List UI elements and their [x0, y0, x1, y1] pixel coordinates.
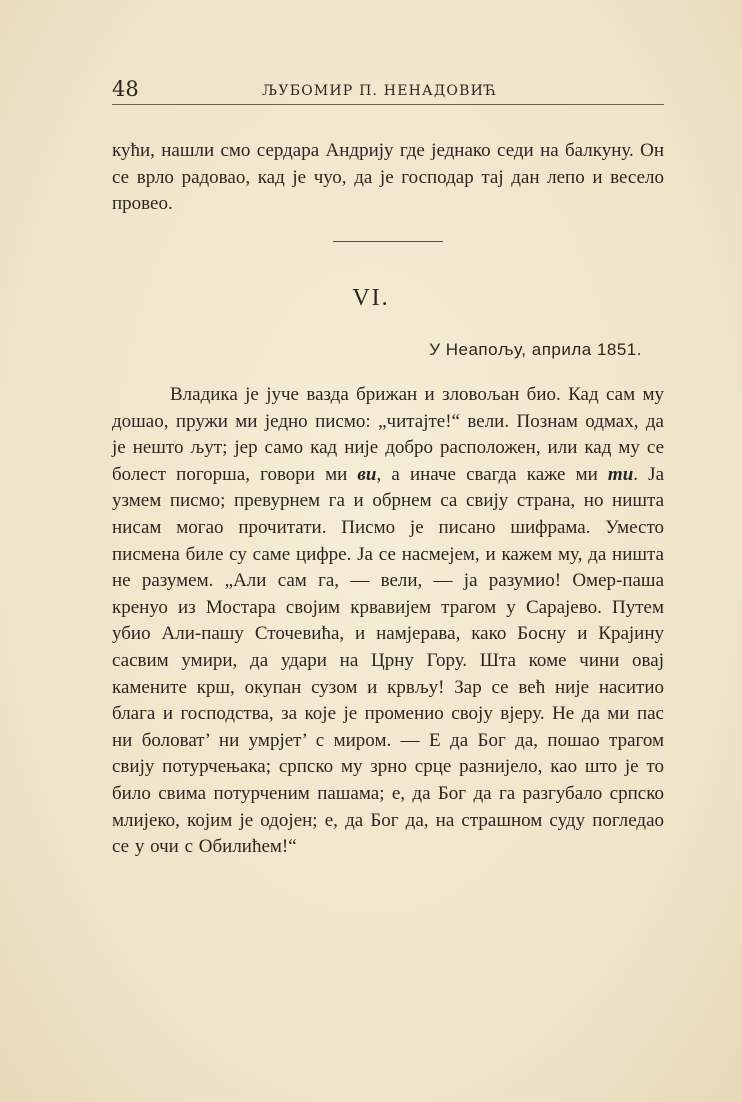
- dateline: У Неапољу, априла 1851.: [429, 340, 642, 359]
- page-number: 48: [112, 77, 139, 101]
- emphasis-vi: ви: [357, 463, 377, 485]
- paragraph-continuation: кући, нашли смо сердара Андрију где једнако седи на балкуну. Он се врло радовао, кад је чуо, да је господар тај дан лепо и весело провео.: [112, 140, 664, 215]
- paragraph-main: [112, 382, 664, 861]
- paragraph-text: , а иначе свагда каже ми: [376, 463, 608, 485]
- page-header: [112, 78, 664, 105]
- emphasis-ti: ти: [607, 463, 634, 485]
- chapter-heading: VI.: [352, 285, 390, 311]
- paragraph-text: . Ја узмем писмо; превурнем га и обрнем са свију страна, но ништа нисам могао прочитати. Писмо је писано шифрама. Уместо писмена биле су саме цифре. Ја се насмејем, и кажем му, да ништа не разумем. „Али сам га, — вели, — ја разумио! Омер-паша кренуо из Мостара својим крвавијем трагом у Сарајево. Путем убио Али-пашу Сточевића, и намјерава, како Босну и Крајину сасвим умири, да удари на Црну Гору. Шта коме чини овај камените крш, окупан сузом и крвљу! Зар се већ није наситио блага и господства, за које је променио своју вјеру. Не да ми пас ни боловат’ ни умрјет’ с миром. — Е да Бог да, пошао трагом свију потурчењака; српско му зрно срце разнијело, као што је то било свима потурченим пашама; е, да Бог да га разгубало српско млијеко, којим је одојен; е, да Бог да, на страшном суду погледао се у очи с Обилићем!“: [112, 463, 664, 858]
- section-divider: [333, 241, 443, 242]
- running-head: ЉУБОМИР П. НЕНАДОВИЋ: [262, 83, 498, 99]
- paragraph-text: Владика је јуче вазда брижан и зловољан био. Кад сам му дошао, пружи ми једно писмо: „читајте!“ вели. Познам одмах, да је нешто љут; јер само кад није добро расположен, или кад му се болест погорша, говори ми: [112, 384, 664, 485]
